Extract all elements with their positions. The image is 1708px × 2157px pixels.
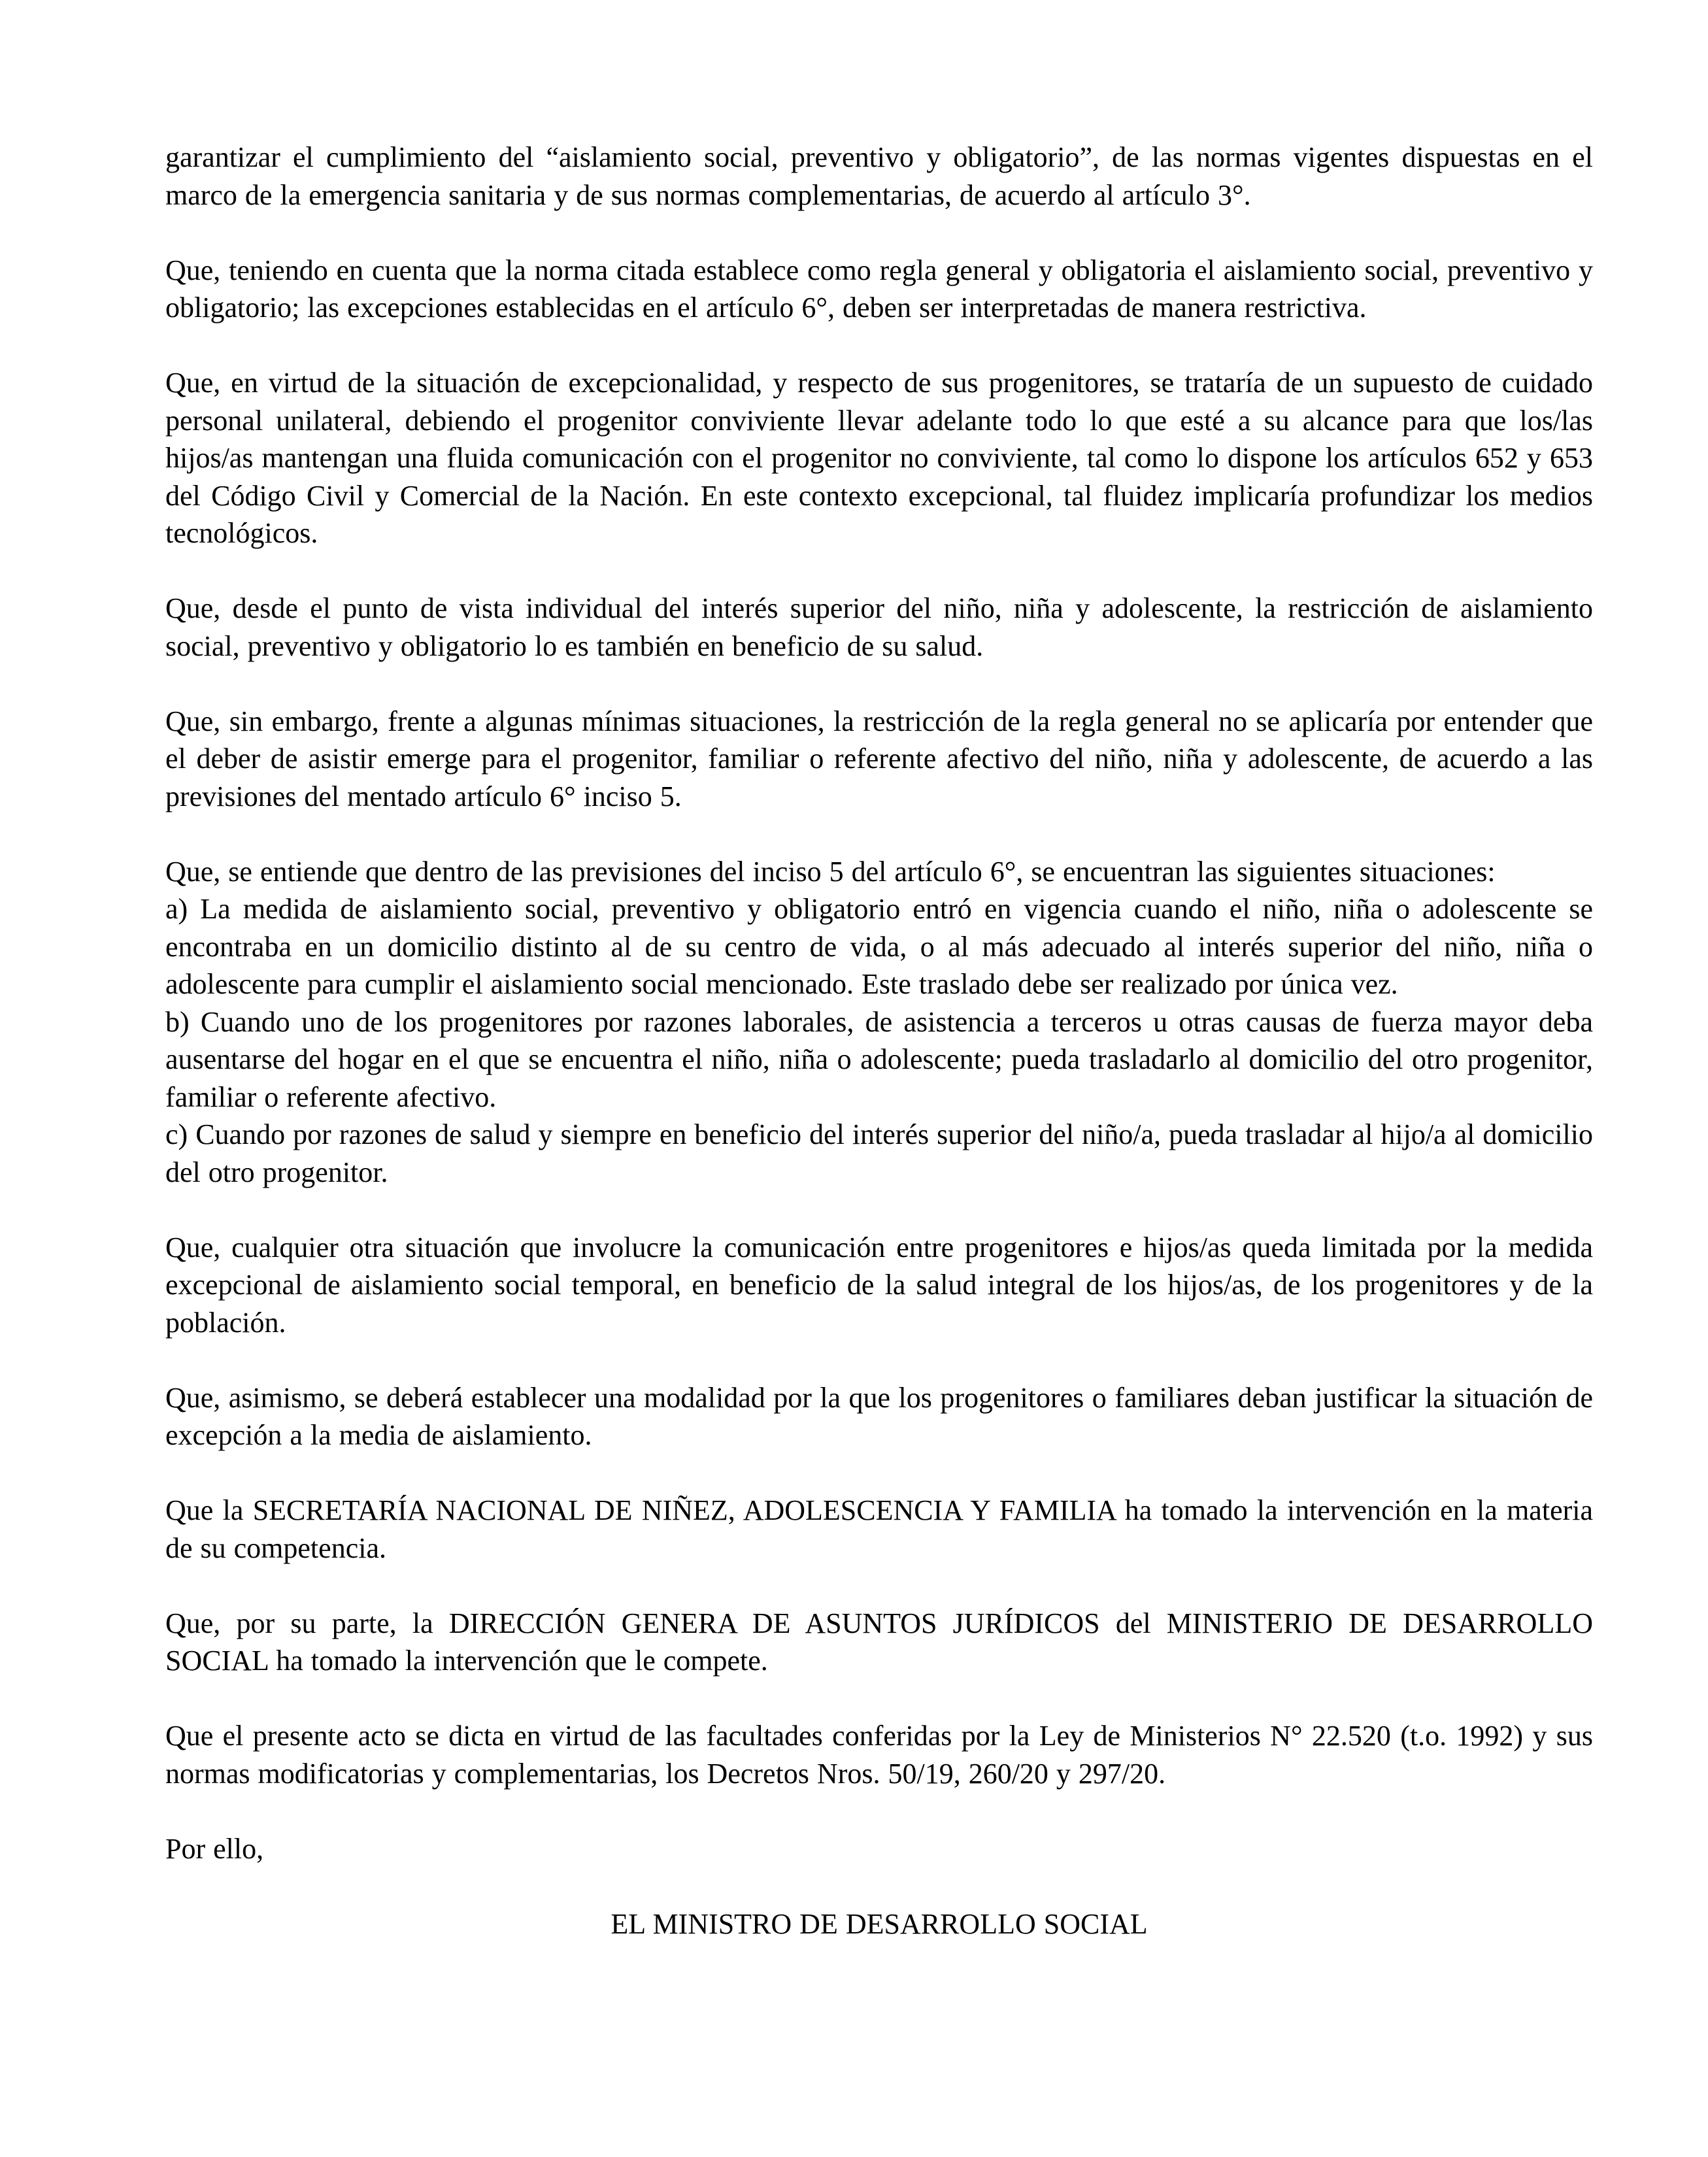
- paragraph-deber-de-asistir: Que, sin embargo, frente a algunas mínimas situaciones, la restricción de la regla general no se aplicaría por entender que el deber de asistir emerge para el progenitor, familiar o referente afectivo del niño, niña y adolescente, de acuerdo a las previsiones del mentado artículo 6° inciso 5.: [165, 705, 1593, 812]
- paragraph-comunicacion-limitada: Que, cualquier otra situación que involucre la comunicación entre progenitores e hijos/as queda limitada por la medida excepcional de aislamiento social temporal, en beneficio de la salud integral de los hijos/as, de los progenitores y de la población.: [165, 1231, 1593, 1339]
- por-ello-line: Por ello,: [165, 1832, 264, 1865]
- paragraph-direccion-juridicos: Que, por su parte, la DIRECCIÓN GENERA DE ASUNTOS JURÍDICOS del MINISTERIO DE DESARROLLO SOCIAL ha tomado la intervención que le compete.: [165, 1607, 1593, 1677]
- paragraph-interes-superior: Que, desde el punto de vista individual del interés superior del niño, niña y adolescente, la restricción de aislamiento social, preventivo y obligatorio lo es también en beneficio de su salud.: [165, 592, 1593, 662]
- ministro-heading: EL MINISTRO DE DESARROLLO SOCIAL: [611, 1907, 1148, 1940]
- paragraph-secretaria-ninez: Que la SECRETARÍA NACIONAL DE NIÑEZ, ADOLESCENCIA Y FAMILIA ha tomado la intervención en la materia de su competencia.: [165, 1494, 1593, 1564]
- paragraph-ley-ministerios: Que el presente acto se dicta en virtud de las facultades conferidas por la Ley de Ministerios N° 22.520 (t.o. 1992) y sus normas modificatorias y complementarias, los Decretos Nros. 50/19, 260/20 y 297/20.: [165, 1720, 1593, 1790]
- paragraph-regla-general: Que, teniendo en cuenta que la norma citada establece como regla general y obligatoria el aislamiento social, preventivo y obligatorio; las excepciones establecidas en el artículo 6°, deben ser interpretadas de manera restrictiva.: [165, 254, 1593, 324]
- paragraph-cuidado-personal: Que, en virtud de la situación de excepcionalidad, y respecto de sus progenitores, se trataría de un supuesto de cuidado personal unilateral, debiendo el progenitor conviviente llevar adelante todo lo que esté a su alcance para que los/las hijos/as mantengan una fluida comunicación con el progenitor no conviviente, tal como lo dispone los artículos 652 y 653 del Código Civil y Comercial de la Nación. En este contexto excepcional, tal fluidez implicaría profundizar los medios tecnológicos.: [165, 367, 1593, 549]
- list-item-c: c) Cuando por razones de salud y siempre en beneficio del interés superior del niño/a, pueda trasladar al hijo/a al domicilio del otro progenitor.: [165, 1118, 1593, 1188]
- paragraph-modalidad-justificar: Que, asimismo, se deberá establecer una modalidad por la que los progenitores o familiares deban justificar la situación de excepción a la media de aislamiento.: [165, 1381, 1593, 1451]
- list-item-b: b) Cuando uno de los progenitores por razones laborales, de asistencia a terceros u otras causas de fuerza mayor deba ausentarse del hogar en el que se encuentra el niño, niña o adolescente; pueda trasladarlo al domicilio del otro progenitor, familiar o referente afectivo.: [165, 1005, 1593, 1113]
- list-item-a: a) La medida de aislamiento social, preventivo y obligatorio entró en vigencia cuando el niño, niña o adolescente se encontraba en un domicilio distinto al de su centro de vida, o al más adecuado al interés superior del niño, niña o adolescente para cumplir el aislamiento social mencionado. Este traslado debe ser realizado por única vez.: [165, 893, 1593, 1000]
- paragraph-situaciones-intro: Que, se entiende que dentro de las previsiones del inciso 5 del artículo 6°, se encuentran las siguientes situaciones:: [165, 855, 1496, 888]
- paragraph-continuation-articulo-3: garantizar el cumplimiento del “aislamiento social, preventivo y obligatorio”, de las normas vigentes dispuestas en el marco de la emergencia sanitaria y de sus normas complementarias, de acuerdo al artículo 3°.: [165, 141, 1593, 211]
